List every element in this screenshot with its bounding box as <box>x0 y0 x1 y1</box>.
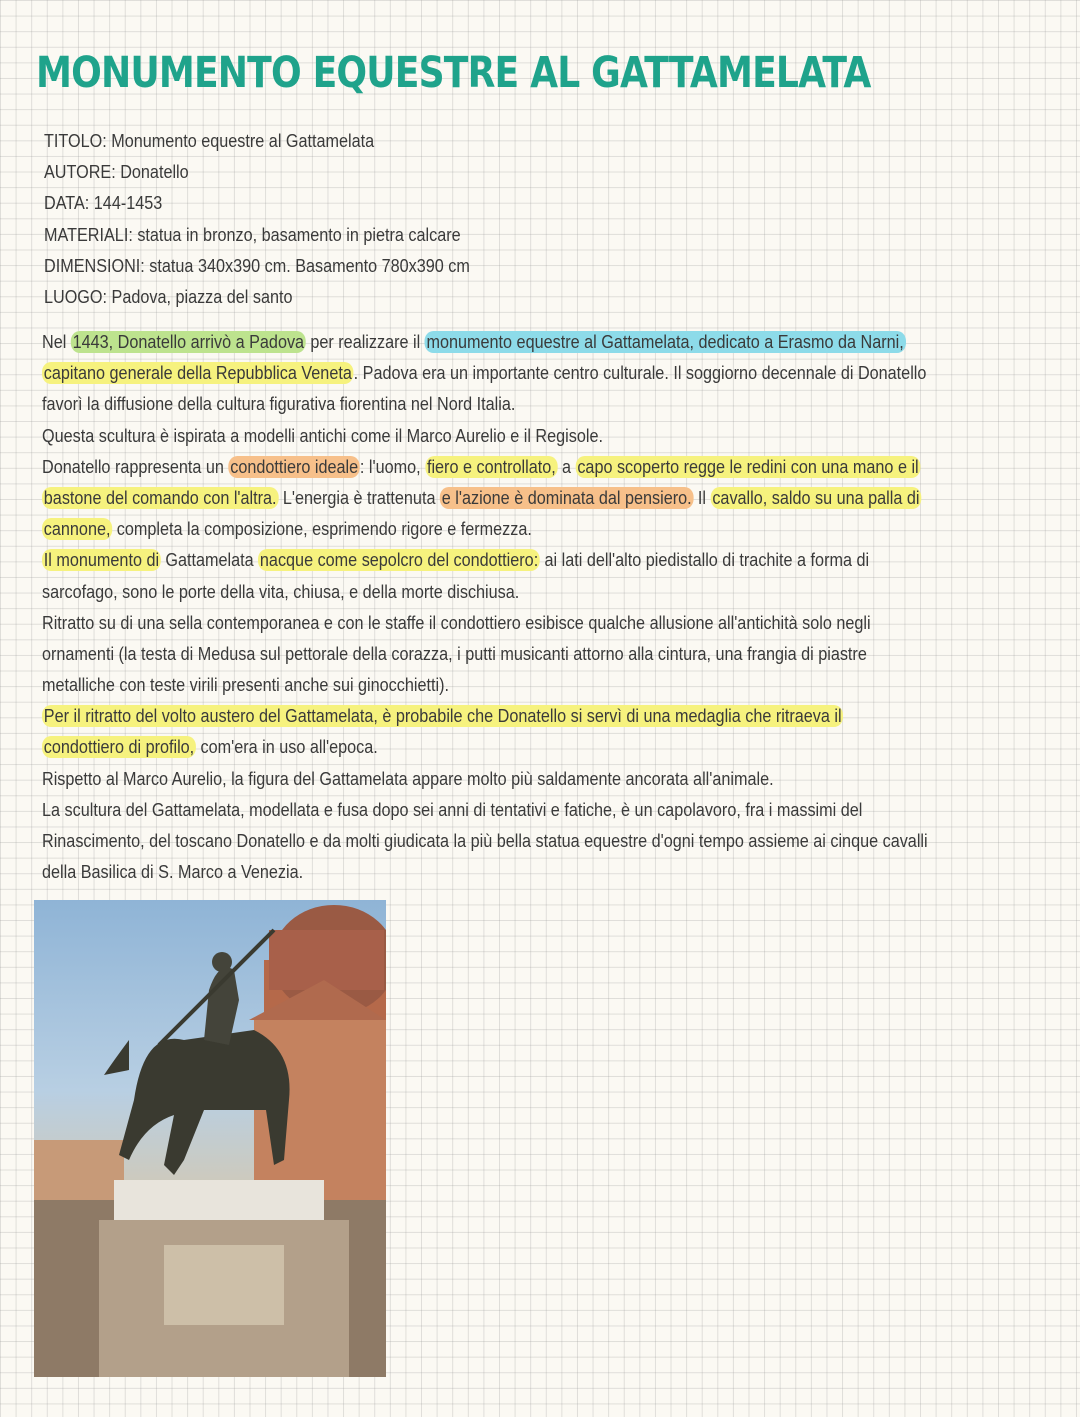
text-line <box>42 577 928 608</box>
body-text <box>42 327 1026 888</box>
statue-photo <box>34 900 386 1377</box>
text-line <box>42 670 928 701</box>
highlight-yellow: fiero e controllato, <box>426 456 556 477</box>
highlight-yellow: nacque come sepolcro del condottiero: <box>259 550 539 571</box>
text-segment: completa la composizione, esprimendo rigore e fermezza. <box>112 519 532 540</box>
text-line <box>42 327 928 358</box>
text-line <box>42 857 928 888</box>
info-date: DATA: 144-1453 <box>44 193 163 214</box>
text-line <box>42 639 928 670</box>
text-line <box>42 795 928 826</box>
text-line <box>42 545 928 576</box>
text-line <box>42 826 928 857</box>
highlight-orange: condottiero ideale <box>230 456 359 477</box>
highlight-yellow: capitano generale della Repubblica Veneta <box>43 363 352 384</box>
text-line <box>42 514 928 545</box>
text-segment: La scultura del Gattamelata, modellata e fusa dopo sei anni di tentativi e fatiche, è un capolavoro, fra i massimi del <box>42 799 863 820</box>
info-author: AUTORE: Donatello <box>44 162 189 183</box>
text-segment: della Basilica di S. Marco a Venezia. <box>42 862 304 883</box>
text-segment: per realizzare il <box>305 332 425 352</box>
text-segment: metalliche con teste virili presenti anche sui ginocchietti). <box>42 675 449 696</box>
text-segment: com'era in uso all'epoca. <box>195 737 378 758</box>
highlight-green: 1443, Donatello arrivò a Padova <box>72 332 305 352</box>
text-segment: L'energia è trattenuta <box>278 487 440 508</box>
info-location: LUOGO: Padova, piazza del santo <box>44 286 293 307</box>
highlight-yellow: cannone, <box>43 519 111 540</box>
text-segment: Nel <box>42 332 71 352</box>
text-segment: a <box>557 456 576 477</box>
info-materials: MATERIALI: statua in bronzo, basamento in pietra calcare <box>44 224 461 245</box>
info-title: TITOLO: Monumento equestre al Gattamelata <box>44 131 375 151</box>
text-segment: Rispetto al Marco Aurelio, la figura del Gattamelata appare molto più saldamente ancorata all'animale. <box>42 768 774 789</box>
text-segment: Gattamelata <box>160 550 259 571</box>
gattamelata-image <box>34 900 386 1377</box>
highlight-yellow: condottiero di profilo, <box>43 737 195 758</box>
text-segment: favorì la diffusione della cultura figurativa fiorentina nel Nord Italia. <box>42 394 516 415</box>
highlight-cyan: monumento equestre al Gattamelata, dedicato a Erasmo da Narni, <box>426 332 904 352</box>
text-segment: . Padova era un importante centro culturale. Il soggiorno decennale di Donatello <box>353 363 927 384</box>
text-line <box>42 701 928 732</box>
text-segment: Rinascimento, del toscano Donatello e da molti giudicata la più bella statua equestre d'ogni tempo assieme ai cinque cavalli <box>42 831 928 851</box>
highlight-yellow: cavallo, saldo su una palla di <box>712 487 920 508</box>
text-line <box>42 764 928 795</box>
text-segment: ai lati dell'alto piedistallo di trachite a forma di <box>540 550 870 571</box>
highlight-yellow: Per il ritratto del volto austero del Gattamelata, è probabile che Donatello si servì di una medaglia che ritraeva il <box>43 706 842 727</box>
text-line <box>42 732 928 763</box>
text-segment: Questa scultura è ispirata a modelli antichi come il Marco Aurelio e il Regisole. <box>42 425 603 446</box>
highlight-yellow: bastone del comando con l'altra. <box>43 487 277 508</box>
text-line <box>42 358 928 389</box>
text-segment: Il <box>693 487 711 508</box>
text-line <box>42 421 928 452</box>
text-line <box>42 608 928 639</box>
text-segment: Ritratto su di una sella contemporanea e con le staffe il condottiero esibisce qualche allusione all'antichità solo negli <box>42 612 871 633</box>
artwork-info <box>44 126 517 313</box>
text-line <box>42 483 928 514</box>
text-segment: : l'uomo, <box>359 456 426 477</box>
highlight-yellow: Il monumento di <box>43 550 160 571</box>
highlight-orange: e l'azione è dominata dal pensiero. <box>441 487 692 508</box>
text-segment: sarcofago, sono le porte della vita, chiusa, e della morte dischiusa. <box>42 581 520 602</box>
highlight-yellow: capo scoperto regge le redini con una mano e il <box>577 456 919 477</box>
page-title: MONUMENTO EQUESTRE AL GATTAMELATA <box>36 48 871 98</box>
text-segment: ornamenti (la testa di Medusa sul pettorale della corazza, i putti musicanti attorno alla cintura, una frangia di piastre <box>42 643 867 664</box>
text-line <box>42 452 928 483</box>
text-segment: Donatello rappresenta un <box>42 456 229 477</box>
text-line <box>42 389 928 420</box>
info-dimensions: DIMENSIONI: statua 340x390 cm. Basamento 780x390 cm <box>44 255 470 276</box>
